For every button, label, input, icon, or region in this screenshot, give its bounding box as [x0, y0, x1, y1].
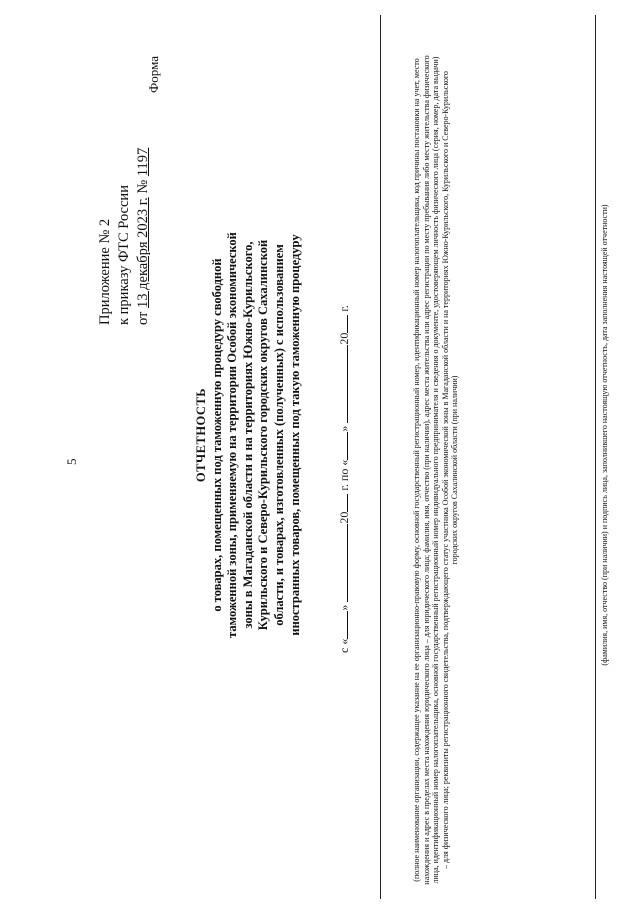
form-label: Форма — [146, 56, 161, 93]
appendix-line-1: Приложение № 2 — [97, 218, 113, 325]
document-title — [194, 115, 303, 755]
order-date: 13 декабря 2023 г. — [135, 197, 151, 308]
title-line-1: о товарах, помещенных под таможенную процедуру свободной — [209, 258, 224, 612]
period-from-month-blank — [337, 524, 348, 602]
page-number: 5 — [64, 458, 79, 465]
title-line-4: Курильского и Северо-Курильского городских округов Сахалинской — [256, 239, 271, 631]
period-from-year-blank — [337, 494, 348, 512]
period-quote-2: » — [337, 425, 351, 432]
title-heading: ОТЧЕТНОСТЬ — [194, 387, 208, 483]
title-line-5: области, и товарах, изготовленных (полученных) с использованием — [271, 244, 286, 626]
signature-fill-line — [595, 15, 596, 899]
appendix-from-label: от — [135, 311, 151, 325]
period-to-month-blank — [337, 345, 348, 423]
period-to-year-blank — [337, 315, 348, 333]
reporting-period — [337, 305, 352, 653]
organization-caption: (полное наименование организации, содержащее указание на ее организационно-правовую форму, основной государственный регистрационный номер, идентификационный номер налогоплательщика, код причины постановки на учет, место нахождения и адрес в пределах места нахождения юридического лица – для юридического лица; фамилия, имя, отчество (при наличии), адрес места жительства или адрес регистрации по месту пребывания либо месту жительства физического лица, идентификационный номер налогоплательщика, основной государственный регистрационный номер индивидуального предпринимателя и сведения о документе, удостоверяющем личность физического лица (серия, номер, дата выдачи) – для физического лица; реквизиты регистрационного свидетельства, подтверждающего статус участника Особой экономической зоны в Магаданской области и на территориях Южно-Курильского, Курильского и Северо-Курильского городских округов Сахалинской области (при наличии) — [412, 55, 460, 885]
period-end: г. — [337, 305, 351, 312]
organization-fill-line — [380, 15, 381, 899]
order-number-label: № — [135, 179, 151, 194]
period-to: г. по « — [337, 459, 351, 491]
period-year-2: 20 — [337, 332, 351, 345]
signature-caption: (фамилия, имя, отчество (при наличии) и подпись лица, заполнившего настоящую отчетность, дата заполнения настоящей отчетности) — [600, 204, 609, 666]
period-from-day-blank — [337, 611, 348, 639]
title-line-6: иностранных товаров, помещенных под такую таможенную процедуру — [287, 234, 302, 636]
period-year-1: 20 — [337, 511, 351, 524]
period-quote-1: » — [337, 604, 351, 611]
title-line-3: зоны в Магаданской области и на территориях Южно-Курильского, — [240, 241, 255, 629]
title-line-2: таможенной зоны, применяемую на территории Особой экономической — [225, 232, 240, 638]
appendix-block — [96, 85, 153, 325]
appendix-line-3 — [134, 85, 153, 325]
period-to-day-blank — [337, 432, 348, 460]
order-number: 1197 — [135, 147, 151, 177]
appendix-line-2: к приказу ФТС России — [116, 185, 132, 325]
period-from: с « — [337, 638, 351, 653]
